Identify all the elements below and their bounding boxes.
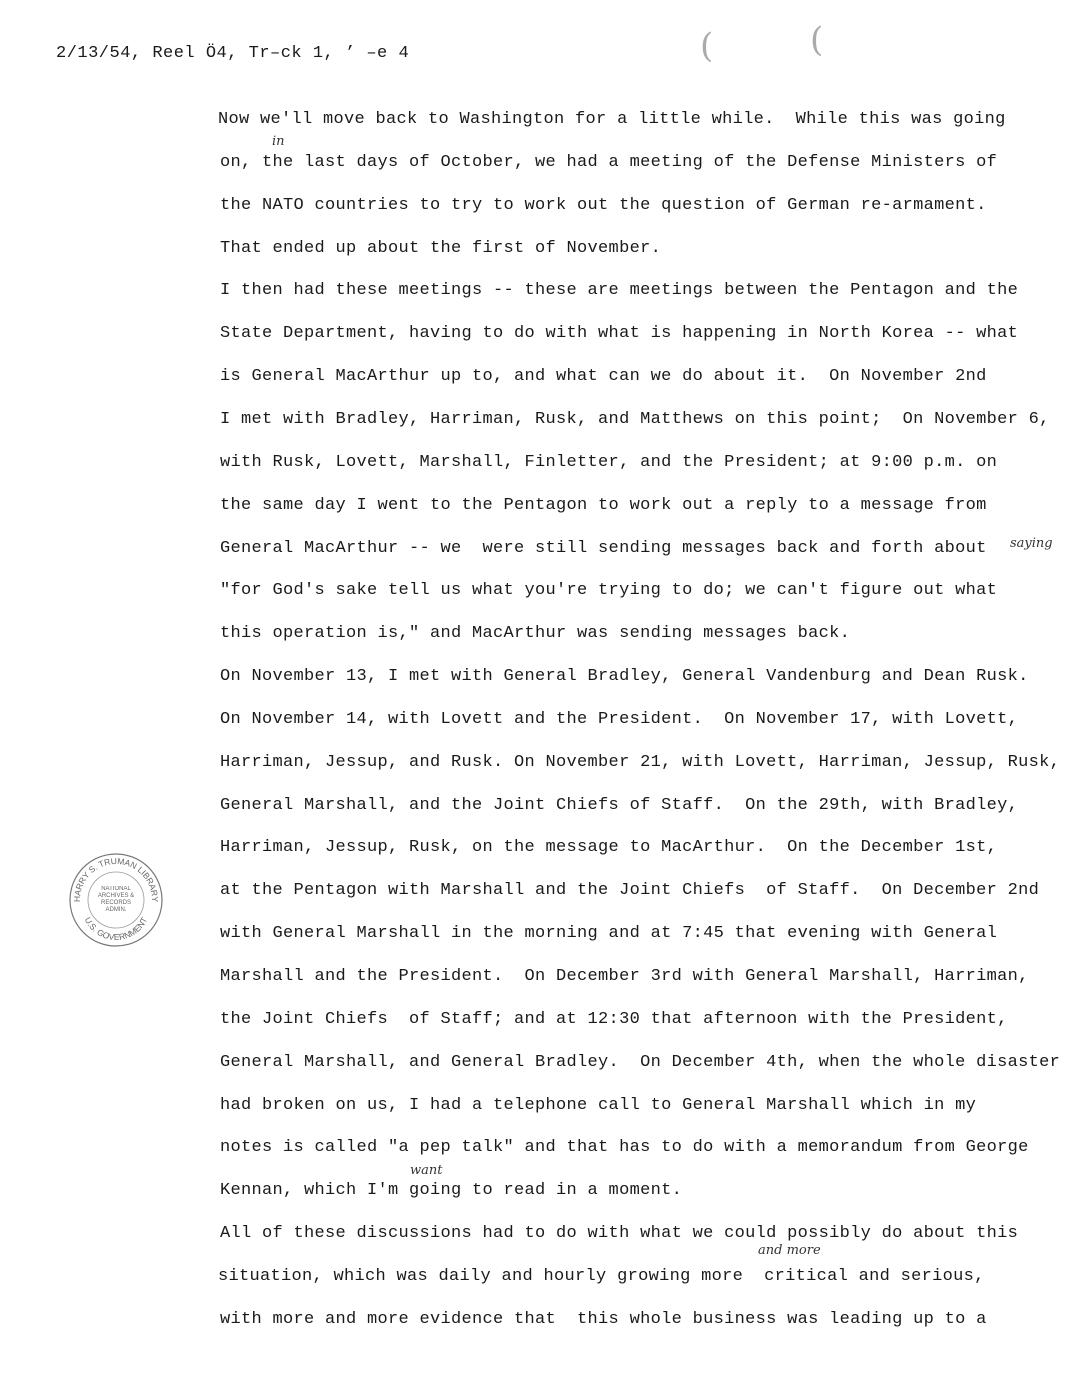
text-line: the same day I went to the Pentagon to work out a reply to a message from	[220, 496, 987, 515]
text-line: General Marshall, and the Joint Chiefs of Staff. On the 29th, with Bradley,	[220, 796, 1019, 815]
svg-text:U.S. GOVERNMENT	[83, 915, 150, 942]
text-line: the NATO countries to try to work out the question of German re-armament.	[220, 196, 987, 215]
text-line: All of these discussions had to do with what we could possibly do about this	[220, 1224, 1019, 1243]
text-line: Harriman, Jessup, and Rusk. On November 21, with Lovett, Harriman, Jessup, Rusk,	[220, 753, 1061, 772]
stamp-bottom-text: U.S. GOVERNMENT	[82, 915, 150, 943]
text-line: notes is called "a pep talk" and that has to do with a memorandum from George	[220, 1138, 1029, 1157]
text-line: the Joint Chiefs of Staff; and at 12:30 that afternoon with the President,	[220, 1010, 1008, 1029]
handwritten-note-want: want	[410, 1163, 443, 1178]
handwritten-note-in: in	[272, 134, 285, 149]
text-line: That ended up about the first of November.	[220, 239, 662, 258]
handwritten-note-and-more: and more	[758, 1243, 821, 1258]
text-line: at the Pentagon with Marshall and the Joint Chiefs of Staff. On December 2nd	[220, 881, 1040, 900]
text-line: with General Marshall in the morning and at 7:45 that evening with General	[220, 924, 998, 943]
text-line: Kennan, which I'm going to read in a moment.	[220, 1181, 683, 1200]
text-line: with Rusk, Lovett, Marshall, Finletter, and the President; at 9:00 p.m. on	[220, 453, 998, 472]
text-line: with more and more evidence that this whole business was leading up to a	[220, 1310, 987, 1329]
text-line: I then had these meetings -- these are meetings between the Pentagon and the	[220, 281, 1019, 300]
page-header: 2/13/54, Reel Ö4, Tr–ck 1, ’ –e 4	[56, 44, 410, 63]
text-line: On November 14, with Lovett and the President. On November 17, with Lovett,	[220, 710, 1019, 729]
text-line: I met with Bradley, Harriman, Rusk, and Matthews on this point; On November 6,	[220, 410, 1050, 429]
text-line: is General MacArthur up to, and what can we do about it. On November 2nd	[220, 367, 987, 386]
library-stamp	[66, 850, 166, 950]
stamp-top-text: HARRY S. TRUMAN LIBRARY	[71, 855, 161, 903]
stamp-center-text: NATIONAL ARCHIVES & RECORDS ADMIN.	[97, 886, 135, 913]
text-line: Harriman, Jessup, Rusk, on the message to MacArthur. On the December 1st,	[220, 838, 998, 857]
handwritten-note-saying: saying	[1010, 536, 1053, 551]
text-line: on, the last days of October, we had a meeting of the Defense Ministers of	[220, 153, 998, 172]
text-line: "for God's sake tell us what you're trying to do; we can't figure out what	[220, 581, 998, 600]
text-line: On November 13, I met with General Bradley, General Vandenburg and Dean Rusk.	[220, 667, 1029, 686]
corner-mark-left: (	[700, 26, 714, 66]
text-line: had broken on us, I had a telephone call to General Marshall which in my	[220, 1096, 977, 1115]
text-line: situation, which was daily and hourly growing more critical and serious,	[218, 1267, 985, 1286]
text-line: General Marshall, and General Bradley. On December 4th, when the whole disaster	[220, 1053, 1061, 1072]
text-line: Marshall and the President. On December 3rd with General Marshall, Harriman,	[220, 967, 1029, 986]
corner-mark-right: (	[810, 20, 824, 60]
text-line: General MacArthur -- we were still sending messages back and forth about	[220, 539, 987, 558]
text-line: this operation is," and MacArthur was sending messages back.	[220, 624, 851, 643]
text-line: State Department, having to do with what is happening in North Korea -- what	[220, 324, 1019, 343]
text-line: Now we'll move back to Washington for a little while. While this was going	[218, 110, 1006, 129]
